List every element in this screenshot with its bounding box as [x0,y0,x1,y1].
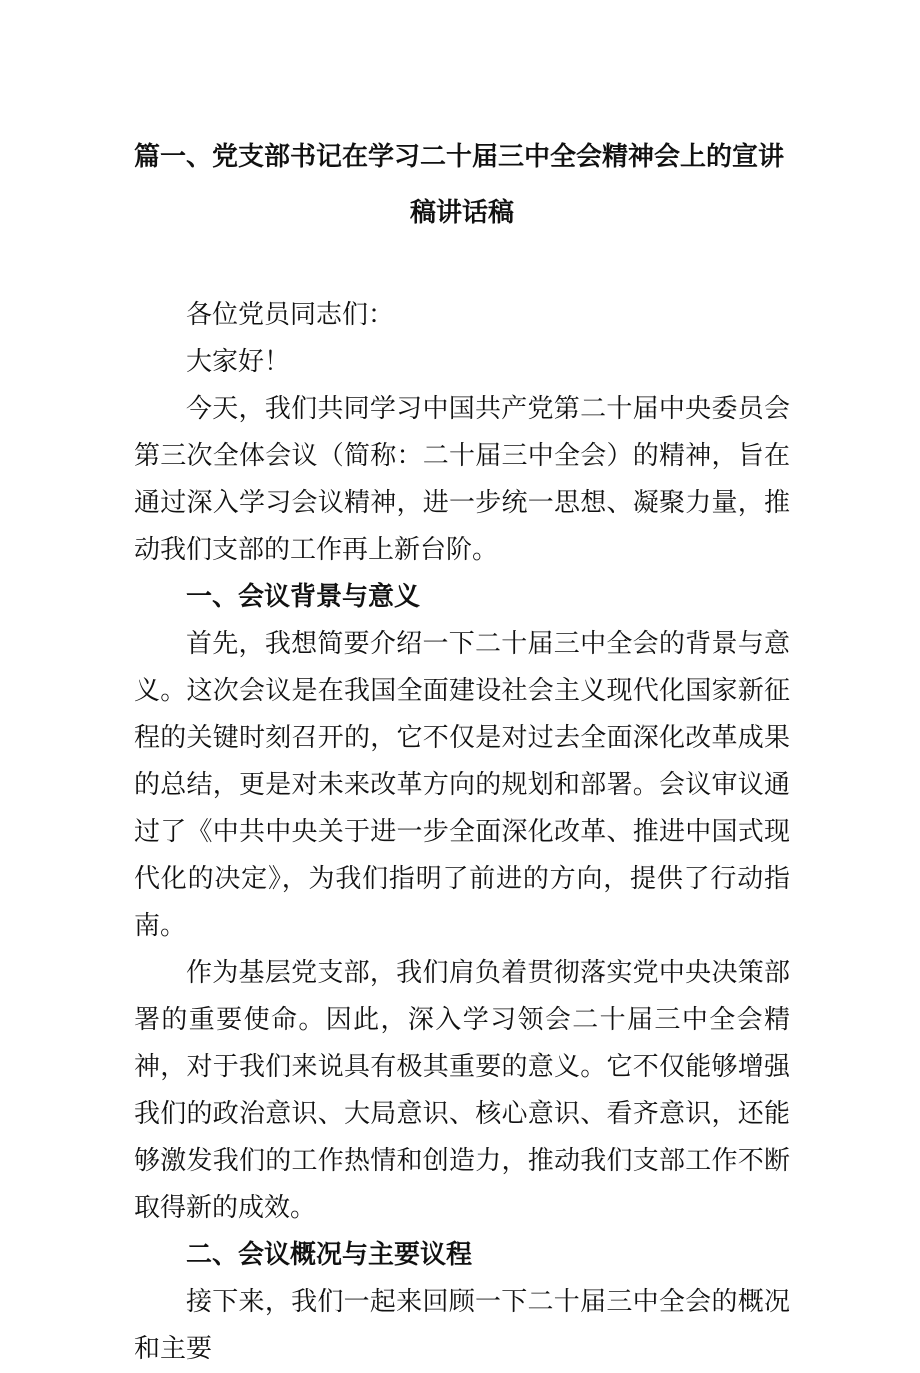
greeting-paragraph: 各位党员同志们： [186,300,395,330]
document-title-line-1: 篇一、党支部书记在学习二十届三中全会精神会上的宣讲 [134,142,785,172]
document-body [134,292,790,1373]
document-title-line-2 [0,198,920,228]
intro-paragraph: 今天，我们共同学习中国共产党第二十届中央委员会第三次全体会议（简称：二十届三中全会）的精神，旨在通过深入学习会议精神，进一步统一思想、凝聚力量，推动我们支部的工作再上新台阶。 [134,394,790,565]
section-1-paragraph-2: 作为基层党支部，我们肩负着贯彻落实党中央决策部署的重要使命。因此，深入学习领会二十届三中全会精神，对于我们来说具有极其重要的意义。它不仅能够增强我们的政治意识、大局意识、核心意识、看齐意识，还能够激发我们的工作热情和创造力，推动我们支部工作不断取得新的成效。 [134,958,790,1223]
section-1-paragraph-1: 首先，我想简要介绍一下二十届三中全会的背景与意义。这次会议是在我国全面建设社会主义现代化国家新征程的关键时刻召开的，它不仅是对过去全面深化改革成果的总结，更是对未来改革方向的规划和部署。会议审议通过了《中共中央关于进一步全面深化改革、推进中国式现代化的决定》，为我们指明了前进的方向，提供了行动指南。 [134,629,790,941]
hello-paragraph: 大家好！ [186,347,291,377]
document-title-line-2-text: 稿讲话稿 [409,198,514,228]
section-2-paragraph-1: 接下来，我们一起来回顾一下二十届三中全会的概况和主要 [134,1287,790,1364]
section-2-heading: 二、会议概况与主要议程 [186,1240,473,1270]
section-1-heading: 一、会议背景与意义 [186,582,421,612]
